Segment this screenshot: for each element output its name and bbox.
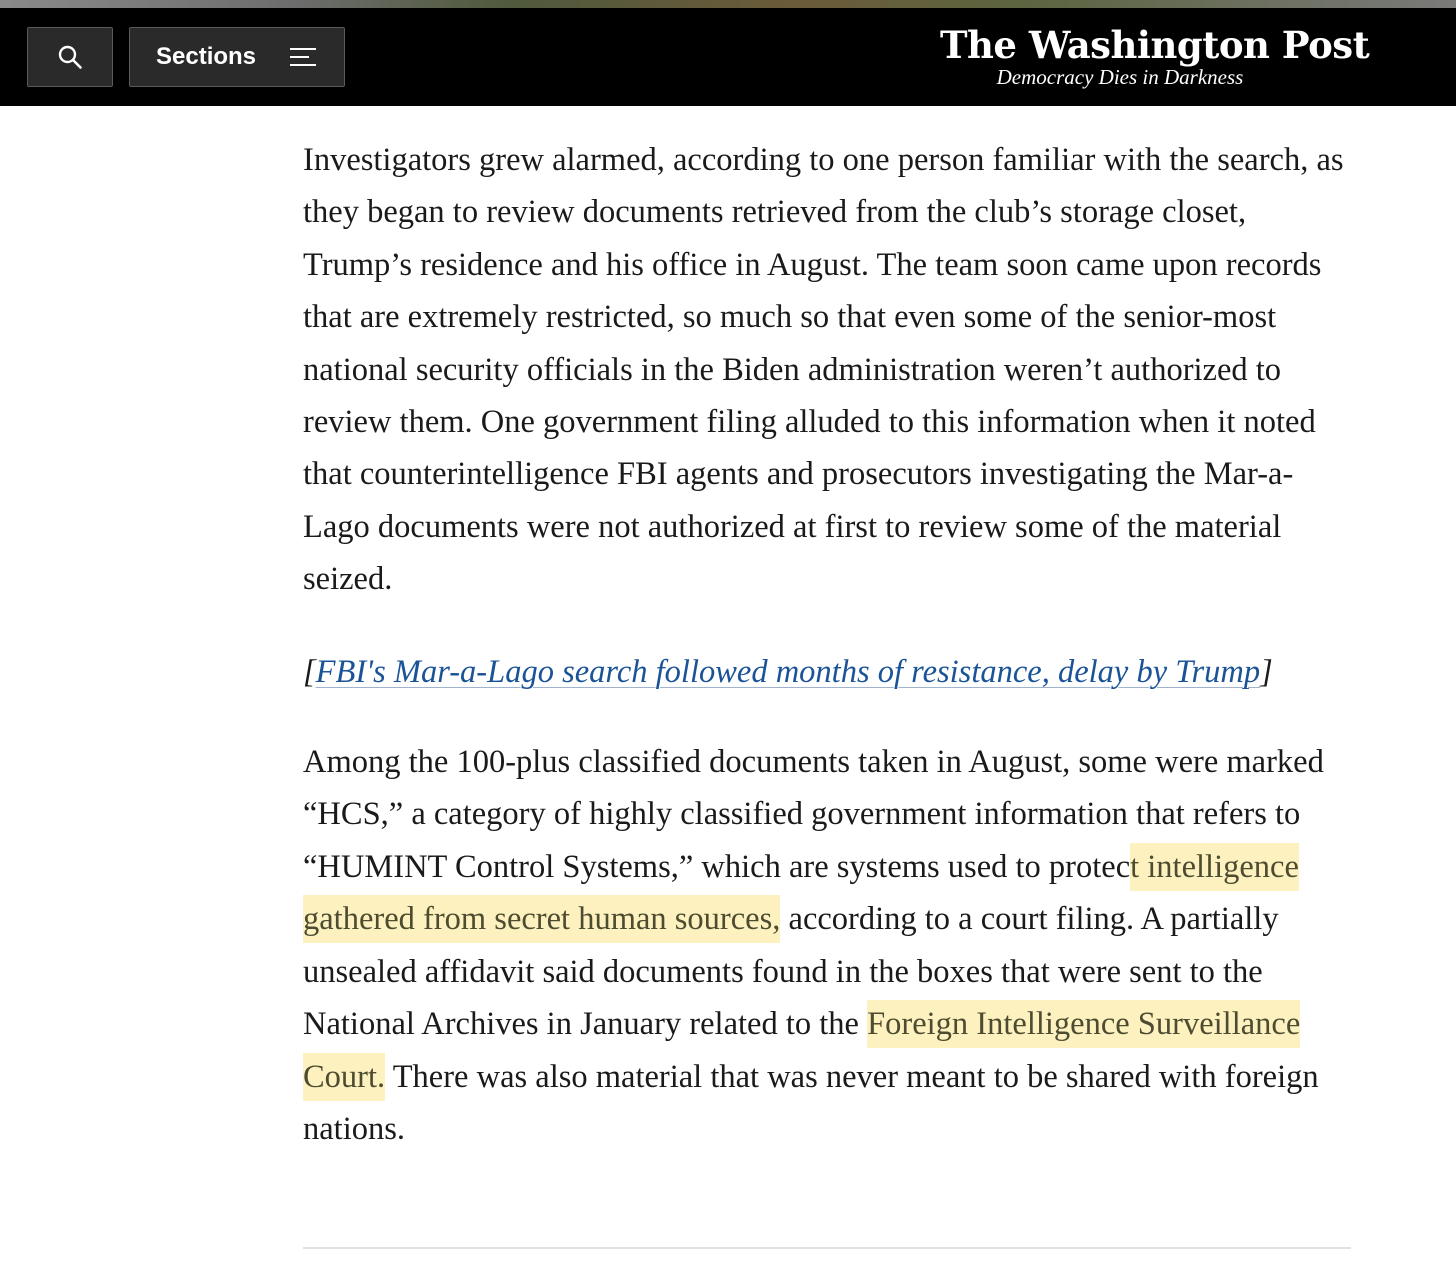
highlighted-text: Foreign Intelligence Surveillance Court.	[303, 1006, 1301, 1095]
search-icon	[57, 44, 83, 70]
section-divider	[303, 1247, 1351, 1249]
paragraph-text: Among the 100-plus classified documents taken in August, some were marked “HCS,” a category of highly classified government information that refers to “HUMINT Control Systems,” which are systems used to protec	[303, 744, 1324, 885]
paragraph-text: according to a court filing. A partially unsealed affidavit said documents found in the boxes that were sent to the National Archives in January related to the	[303, 901, 1279, 1043]
highlighted-text: t intelligence gathered from secret human sources,	[303, 848, 1299, 938]
related-article-link-block	[303, 646, 1353, 698]
article-paragraph: Investigators grew alarmed, according to one person familiar with the search, as they began to review documents retrieved from the club’s storage closet, Trump’s residence and his office in August. The team soon came upon records that are extremely restricted, so much so that even some of the senior-most national security officials in the Biden administration weren’t authorized to review them. One government filing alluded to this information when it noted that counterintelligence FBI agents and prosecutors investigating the Mar-a-Lago documents were not authorized at first to review some of the material seized.	[303, 142, 1344, 598]
logo-wordmark: The Washington Post	[940, 23, 1370, 67]
related-article-link[interactable]: FBI's Mar-a-Lago search followed months of resistance, delay by Trump	[315, 653, 1261, 690]
top-image-strip	[0, 0, 1456, 8]
search-button[interactable]	[27, 27, 113, 87]
open-bracket: [	[303, 653, 316, 690]
article-body	[303, 134, 1353, 1155]
paragraph-text: There was also material that was never meant to be shared with foreign nations.	[303, 1058, 1319, 1147]
hamburger-menu-icon	[290, 47, 316, 67]
logo-tagline: Democracy Dies in Darkness	[996, 65, 1244, 89]
sections-button[interactable]	[129, 27, 345, 87]
sections-label: Sections	[156, 43, 257, 70]
washington-post-logo[interactable]	[940, 22, 1370, 89]
masthead	[0, 8, 1456, 106]
article-paragraph	[303, 736, 1353, 1155]
close-bracket: ]	[1260, 653, 1273, 690]
